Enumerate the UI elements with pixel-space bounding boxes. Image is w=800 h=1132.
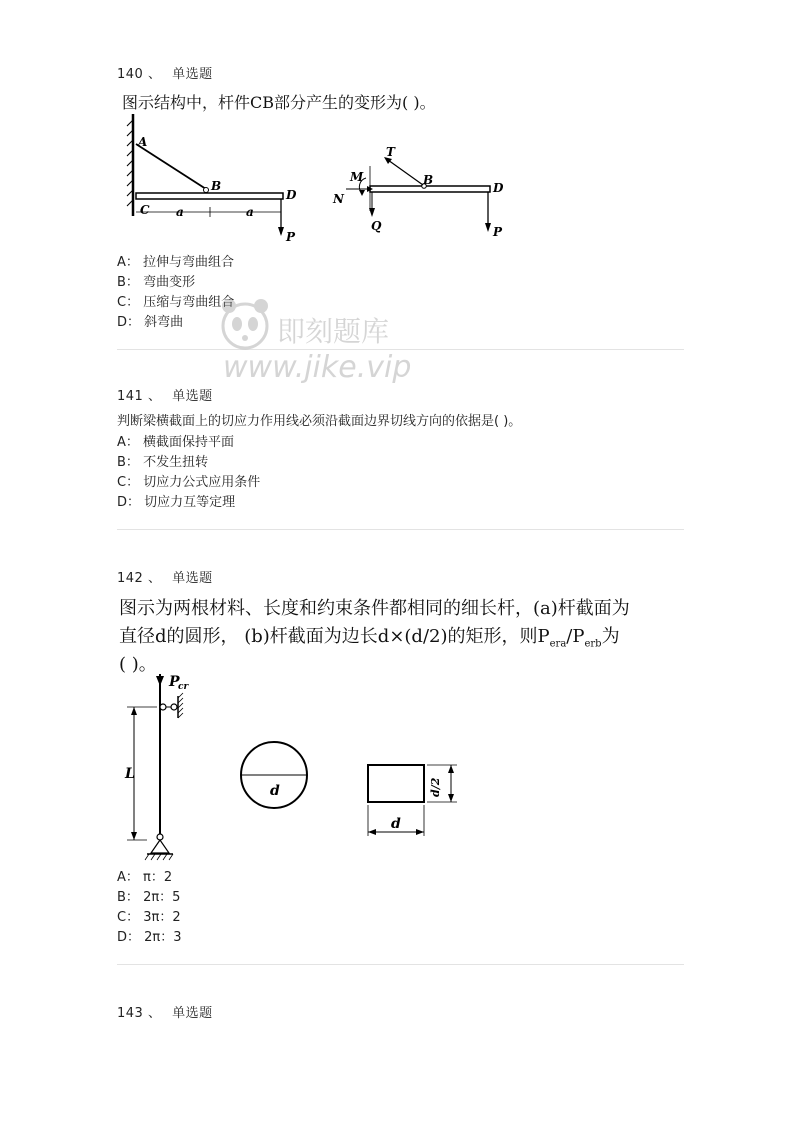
- question-type: 单选题: [172, 67, 213, 82]
- option-b[interactable]: B： 弯曲变形: [117, 275, 196, 290]
- question-142-stem-line3: ( )。: [119, 654, 157, 675]
- option-c[interactable]: C： 3π：2: [117, 910, 181, 925]
- question-140-scan: [118, 86, 518, 246]
- divider: [117, 349, 684, 350]
- label-B: B: [211, 179, 222, 193]
- label-D2: D: [493, 181, 504, 195]
- label-d-half: d/2: [429, 777, 442, 797]
- question-140-header: [117, 63, 213, 82]
- divider: [117, 964, 684, 965]
- watermark-brand: 即刻题库: [277, 315, 390, 348]
- label-P: P: [169, 674, 180, 690]
- label-D: D: [286, 188, 297, 202]
- option-d[interactable]: D： 2π：3: [117, 930, 182, 945]
- question-number: 142: [117, 571, 144, 586]
- question-140-stem: 图示结构中，杆件CB部分产生的变形为( )。: [122, 93, 436, 112]
- option-a[interactable]: A： 横截面保持平面: [117, 435, 235, 450]
- label-A: A: [138, 135, 148, 149]
- label-a2: a: [246, 205, 254, 219]
- label-Q: Q: [371, 219, 382, 233]
- question-140-figure: [118, 86, 518, 246]
- question-type: 单选题: [172, 1006, 213, 1021]
- question-number: 140: [117, 67, 144, 82]
- label-P: P: [286, 230, 296, 244]
- watermark-url: www.jike.vip: [223, 350, 412, 385]
- question-sep: 、: [147, 571, 162, 586]
- label-B2: B: [423, 173, 434, 187]
- label-L: L: [125, 766, 135, 782]
- question-142-figure: [117, 592, 677, 867]
- label-P-sub: cr: [178, 682, 189, 692]
- option-c[interactable]: C： 压缩与弯曲组合: [117, 295, 235, 310]
- label-C: C: [140, 203, 150, 217]
- question-141-stem: 判断梁横截面上的切应力作用线必须沿截面边界切线方向的依据是( )。: [117, 414, 522, 429]
- option-c[interactable]: C： 切应力公式应用条件: [117, 475, 261, 490]
- option-d[interactable]: D： 斜弯曲: [117, 315, 184, 330]
- question-142-header: [117, 567, 213, 586]
- option-a[interactable]: A： 拉伸与弯曲组合: [117, 255, 235, 270]
- label-d-rect: d: [391, 816, 401, 832]
- label-N: N: [333, 192, 344, 206]
- question-141-header: [117, 385, 213, 404]
- question-sep: 、: [147, 1006, 162, 1021]
- question-type: 单选题: [172, 389, 213, 404]
- option-b[interactable]: B： 不发生扭转: [117, 455, 209, 470]
- option-a[interactable]: A： π：2: [117, 870, 173, 885]
- question-type: 单选题: [172, 571, 213, 586]
- label-M: M: [350, 170, 364, 184]
- option-b[interactable]: B： 2π：5: [117, 890, 181, 905]
- question-142-stem-line1: 图示为两根材料、长度和约束条件都相同的细长杆，(a)杆截面为: [119, 598, 630, 619]
- question-142-scan: [117, 592, 677, 867]
- question-sep: 、: [147, 67, 162, 82]
- label-d-circle: d: [270, 783, 280, 799]
- question-number: 141: [117, 389, 144, 404]
- option-d[interactable]: D： 切应力互等定理: [117, 495, 236, 510]
- label-P2: P: [493, 225, 503, 239]
- question-sep: 、: [147, 389, 162, 404]
- watermark: [215, 290, 445, 390]
- label-T: T: [386, 145, 395, 159]
- label-a1: a: [176, 205, 184, 219]
- question-142-stem-line2: 直径d的圆形， (b)杆截面为边长d×(d/2)的矩形，则$P_{era}/P_{erb}$为: [119, 626, 620, 650]
- question-143-header: [117, 1002, 213, 1021]
- question-number: 143: [117, 1006, 144, 1021]
- divider: [117, 529, 684, 530]
